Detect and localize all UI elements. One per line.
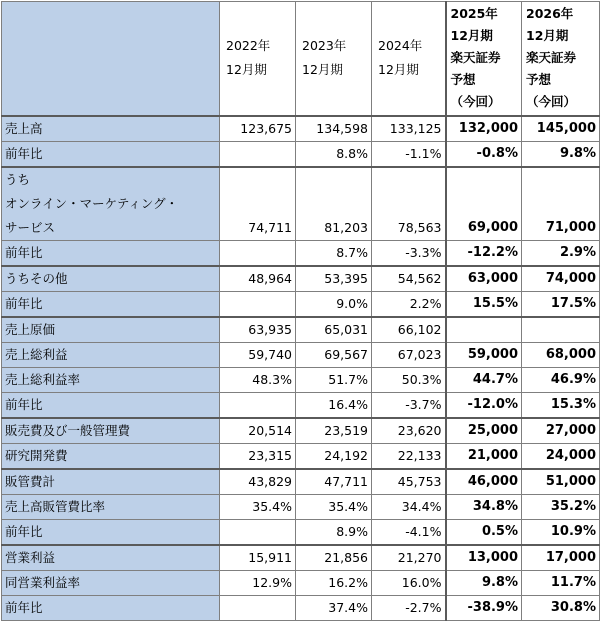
table-row bbox=[2, 443, 600, 469]
value-cell: 133,125 bbox=[372, 116, 446, 142]
row-label: 前年比 bbox=[2, 240, 220, 266]
forecast-cell: -12.2% bbox=[446, 240, 522, 266]
table-row bbox=[2, 595, 600, 620]
table-row bbox=[2, 418, 600, 444]
forecast-cell: 2.9% bbox=[522, 240, 600, 266]
col-header-year: 2022年 bbox=[226, 38, 271, 54]
forecast-cell: 34.8% bbox=[446, 494, 522, 519]
value-cell: -2.7% bbox=[372, 595, 446, 620]
forecast-cell: 59,000 bbox=[446, 342, 522, 367]
value-cell: 134,598 bbox=[296, 116, 372, 142]
forecast-cell: 74,000 bbox=[522, 266, 600, 292]
row-label: 売上原価 bbox=[2, 317, 220, 343]
forecast-cell: 15.5% bbox=[446, 291, 522, 317]
value-cell: 37.4% bbox=[296, 595, 372, 620]
forecast-cell: 44.7% bbox=[446, 367, 522, 392]
table-row bbox=[2, 392, 600, 418]
forecast-cell: -38.9% bbox=[446, 595, 522, 620]
value-cell: 35.4% bbox=[296, 494, 372, 519]
row-label: 前年比 bbox=[2, 291, 220, 317]
value-cell: 20,514 bbox=[220, 418, 296, 444]
row-label: 研究開発費 bbox=[2, 443, 220, 469]
value-cell: 50.3% bbox=[372, 367, 446, 392]
row-label: 前年比 bbox=[2, 141, 220, 167]
row-label: 販売費及び一般管理費 bbox=[2, 418, 220, 444]
col-header-period: 12月期 bbox=[378, 62, 419, 78]
table-row bbox=[2, 342, 600, 367]
value-cell: 16.4% bbox=[296, 392, 372, 418]
value-cell: -1.1% bbox=[372, 141, 446, 167]
forecast-cell: 145,000 bbox=[522, 116, 600, 142]
value-cell bbox=[220, 595, 296, 620]
value-cell: 81,203 bbox=[296, 167, 372, 241]
forecast-cell: 63,000 bbox=[446, 266, 522, 292]
value-cell: 2.2% bbox=[372, 291, 446, 317]
value-cell: 48,964 bbox=[220, 266, 296, 292]
forecast-cell: 15.3% bbox=[522, 392, 600, 418]
row-label: 売上高販管費比率 bbox=[2, 494, 220, 519]
value-cell: 53,395 bbox=[296, 266, 372, 292]
row-label bbox=[2, 167, 220, 241]
forecast-cell: 30.8% bbox=[522, 595, 600, 620]
forecast-cell: 132,000 bbox=[446, 116, 522, 142]
row-label: 同営業利益率 bbox=[2, 570, 220, 595]
table-row bbox=[2, 570, 600, 595]
value-cell: 48.3% bbox=[220, 367, 296, 392]
forecast-cell: 35.2% bbox=[522, 494, 600, 519]
col-header-year: 2023年 bbox=[302, 38, 347, 54]
forecast-cell: -12.0% bbox=[446, 392, 522, 418]
forecast-cell: 9.8% bbox=[522, 141, 600, 167]
value-cell: 23,519 bbox=[296, 418, 372, 444]
value-cell: 12.9% bbox=[220, 570, 296, 595]
value-cell: 54,562 bbox=[372, 266, 446, 292]
financial-forecast-table bbox=[1, 1, 600, 621]
value-cell: 24,192 bbox=[296, 443, 372, 469]
forecast-cell: 21,000 bbox=[446, 443, 522, 469]
value-cell bbox=[220, 141, 296, 167]
value-cell: 23,315 bbox=[220, 443, 296, 469]
table-row bbox=[2, 494, 600, 519]
value-cell: 51.7% bbox=[296, 367, 372, 392]
table-row bbox=[2, 519, 600, 545]
table-row bbox=[2, 367, 600, 392]
row-label-line: オンライン・マーケティング・ bbox=[5, 195, 179, 211]
forecast-cell: 10.9% bbox=[522, 519, 600, 545]
table-row bbox=[2, 240, 600, 266]
col-header-line: 2026年 bbox=[526, 6, 574, 22]
value-cell: 63,935 bbox=[220, 317, 296, 343]
col-header-2023 bbox=[296, 2, 372, 116]
forecast-cell: 24,000 bbox=[522, 443, 600, 469]
value-cell: 78,563 bbox=[372, 167, 446, 241]
forecast-cell: 46,000 bbox=[446, 469, 522, 495]
col-header-period: 12月期 bbox=[226, 62, 267, 78]
header-row bbox=[2, 2, 600, 116]
value-cell: 66,102 bbox=[372, 317, 446, 343]
value-cell: 35.4% bbox=[220, 494, 296, 519]
table-row bbox=[2, 545, 600, 571]
value-cell bbox=[220, 392, 296, 418]
forecast-cell bbox=[446, 317, 522, 343]
col-header-line: 12月期 bbox=[526, 28, 569, 44]
value-cell: -4.1% bbox=[372, 519, 446, 545]
col-header-line: 2025年 bbox=[450, 6, 498, 22]
forecast-cell: 68,000 bbox=[522, 342, 600, 367]
value-cell bbox=[220, 291, 296, 317]
forecast-cell: 69,000 bbox=[446, 167, 522, 241]
table-row bbox=[2, 167, 600, 241]
row-label: 営業利益 bbox=[2, 545, 220, 571]
forecast-cell: 17,000 bbox=[522, 545, 600, 571]
row-label: 売上総利益率 bbox=[2, 367, 220, 392]
table-row bbox=[2, 291, 600, 317]
forecast-cell: 13,000 bbox=[446, 545, 522, 571]
value-cell: -3.7% bbox=[372, 392, 446, 418]
value-cell: 16.0% bbox=[372, 570, 446, 595]
value-cell: 9.0% bbox=[296, 291, 372, 317]
value-cell: 8.8% bbox=[296, 141, 372, 167]
table-row bbox=[2, 469, 600, 495]
forecast-cell: 27,000 bbox=[522, 418, 600, 444]
value-cell: 67,023 bbox=[372, 342, 446, 367]
col-header-2022 bbox=[220, 2, 296, 116]
value-cell: 47,711 bbox=[296, 469, 372, 495]
row-label: 売上高 bbox=[2, 116, 220, 142]
value-cell: 21,856 bbox=[296, 545, 372, 571]
value-cell: 21,270 bbox=[372, 545, 446, 571]
value-cell: 16.2% bbox=[296, 570, 372, 595]
col-header-period: 12月期 bbox=[302, 62, 343, 78]
value-cell: 43,829 bbox=[220, 469, 296, 495]
value-cell bbox=[220, 519, 296, 545]
forecast-cell: -0.8% bbox=[446, 141, 522, 167]
table-row bbox=[2, 266, 600, 292]
value-cell: 23,620 bbox=[372, 418, 446, 444]
col-header-line: 予想 bbox=[526, 72, 552, 88]
forecast-cell bbox=[522, 317, 600, 343]
row-label: 前年比 bbox=[2, 392, 220, 418]
table-row bbox=[2, 116, 600, 142]
row-label: 売上総利益 bbox=[2, 342, 220, 367]
col-header-line: （今回） bbox=[526, 94, 577, 110]
value-cell: 34.4% bbox=[372, 494, 446, 519]
forecast-cell: 11.7% bbox=[522, 570, 600, 595]
col-header-line: （今回） bbox=[450, 94, 501, 110]
value-cell: -3.3% bbox=[372, 240, 446, 266]
value-cell: 8.7% bbox=[296, 240, 372, 266]
forecast-cell: 0.5% bbox=[446, 519, 522, 545]
col-header-2026-forecast bbox=[522, 2, 600, 116]
value-cell: 74,711 bbox=[220, 167, 296, 241]
value-cell: 15,911 bbox=[220, 545, 296, 571]
row-label: 前年比 bbox=[2, 595, 220, 620]
col-header-year: 2024年 bbox=[378, 38, 423, 54]
row-label-line: サービス bbox=[5, 219, 56, 235]
value-cell: 65,031 bbox=[296, 317, 372, 343]
col-header-line: 予想 bbox=[450, 72, 476, 88]
col-header-2025-forecast bbox=[446, 2, 522, 116]
label-header-cell bbox=[2, 2, 220, 116]
row-label: 販管費計 bbox=[2, 469, 220, 495]
value-cell: 59,740 bbox=[220, 342, 296, 367]
value-cell: 69,567 bbox=[296, 342, 372, 367]
table-row bbox=[2, 317, 600, 343]
col-header-line: 楽天証券 bbox=[526, 50, 577, 66]
value-cell: 123,675 bbox=[220, 116, 296, 142]
col-header-line: 12月期 bbox=[450, 28, 493, 44]
table-row bbox=[2, 141, 600, 167]
row-label-line: うち bbox=[5, 171, 31, 187]
forecast-cell: 46.9% bbox=[522, 367, 600, 392]
col-header-2024 bbox=[372, 2, 446, 116]
col-header-line: 楽天証券 bbox=[450, 50, 501, 66]
value-cell: 22,133 bbox=[372, 443, 446, 469]
forecast-cell: 51,000 bbox=[522, 469, 600, 495]
forecast-cell: 9.8% bbox=[446, 570, 522, 595]
forecast-cell: 71,000 bbox=[522, 167, 600, 241]
value-cell bbox=[220, 240, 296, 266]
forecast-cell: 17.5% bbox=[522, 291, 600, 317]
value-cell: 45,753 bbox=[372, 469, 446, 495]
row-label: うちその他 bbox=[2, 266, 220, 292]
forecast-cell: 25,000 bbox=[446, 418, 522, 444]
value-cell: 8.9% bbox=[296, 519, 372, 545]
row-label: 前年比 bbox=[2, 519, 220, 545]
